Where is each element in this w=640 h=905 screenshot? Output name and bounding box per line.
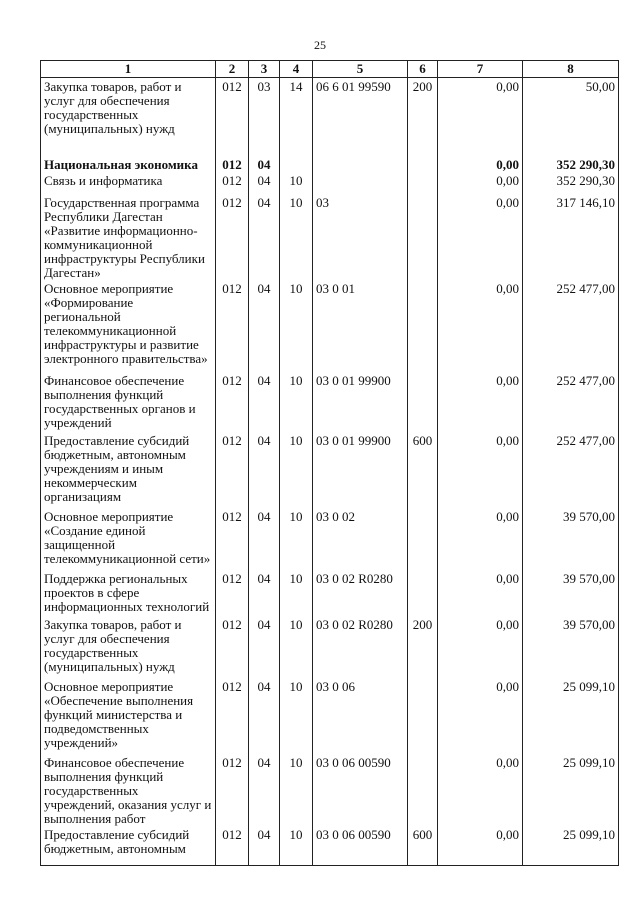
col-header-4: 4 xyxy=(280,61,313,78)
col-header-7: 7 xyxy=(438,61,523,78)
cell-target-article: 03 0 02 R0280 xyxy=(313,616,408,678)
table-row xyxy=(41,280,619,372)
cell-ved: 012 xyxy=(216,78,249,146)
header-row xyxy=(41,61,619,78)
cell-section: 04 xyxy=(249,146,280,172)
col-header-5: 5 xyxy=(313,61,408,78)
cell-subsection: 10 xyxy=(280,172,313,194)
cell-expense-type xyxy=(408,194,438,280)
cell-ved: 012 xyxy=(216,678,249,754)
table-row xyxy=(41,508,619,570)
cell-section: 04 xyxy=(249,754,280,826)
table-row xyxy=(41,570,619,616)
col-header-8: 8 xyxy=(523,61,619,78)
cell-amount-8: 39 570,00 xyxy=(523,508,619,570)
row-label: Поддержка региональных проектов в сфере информационных технологий xyxy=(41,570,216,616)
row-label: Финансовое обеспечение выполнения функций государственных учреждений, оказания услуг и выполнения работ xyxy=(41,754,216,826)
cell-amount-7: 0,00 xyxy=(438,372,523,432)
cell-amount-8: 25 099,10 xyxy=(523,754,619,826)
cell-subsection: 10 xyxy=(280,570,313,616)
table-row xyxy=(41,194,619,280)
cell-target-article xyxy=(313,172,408,194)
cell-ved: 012 xyxy=(216,146,249,172)
cell-amount-7: 0,00 xyxy=(438,508,523,570)
cell-amount-8: 25 099,10 xyxy=(523,826,619,866)
cell-target-article: 03 0 02 xyxy=(313,508,408,570)
row-label: Государственная программа Республики Дагестан «Развитие информационно-коммуникационной инфраструктуры Республики Дагестан» xyxy=(41,194,216,280)
cell-amount-7: 0,00 xyxy=(438,78,523,146)
cell-expense-type: 200 xyxy=(408,616,438,678)
table-row xyxy=(41,78,619,146)
cell-subsection: 10 xyxy=(280,432,313,508)
cell-amount-8: 39 570,00 xyxy=(523,616,619,678)
cell-section: 04 xyxy=(249,826,280,866)
cell-subsection: 10 xyxy=(280,678,313,754)
cell-ved: 012 xyxy=(216,432,249,508)
cell-subsection: 10 xyxy=(280,616,313,678)
cell-subsection: 10 xyxy=(280,372,313,432)
table-row xyxy=(41,372,619,432)
cell-ved: 012 xyxy=(216,616,249,678)
page-number: 25 xyxy=(314,38,326,52)
cell-amount-8: 352 290,30 xyxy=(523,172,619,194)
col-header-1: 1 xyxy=(41,61,216,78)
cell-expense-type: 200 xyxy=(408,78,438,146)
cell-ved: 012 xyxy=(216,826,249,866)
cell-ved: 012 xyxy=(216,372,249,432)
cell-target-article: 06 6 01 99590 xyxy=(313,78,408,146)
cell-amount-8: 252 477,00 xyxy=(523,432,619,508)
cell-target-article: 03 0 01 99900 xyxy=(313,372,408,432)
cell-expense-type: 600 xyxy=(408,432,438,508)
cell-subsection xyxy=(280,146,313,172)
cell-section: 04 xyxy=(249,280,280,372)
cell-expense-type xyxy=(408,508,438,570)
cell-section: 04 xyxy=(249,372,280,432)
cell-amount-7: 0,00 xyxy=(438,146,523,172)
row-label: Основное мероприятие «Формирование региональной телекоммуникационной инфраструктуры и развитие электронного правительства» xyxy=(41,280,216,372)
cell-amount-8: 39 570,00 xyxy=(523,570,619,616)
cell-amount-7: 0,00 xyxy=(438,172,523,194)
cell-expense-type xyxy=(408,146,438,172)
cell-section: 04 xyxy=(249,172,280,194)
cell-amount-7: 0,00 xyxy=(438,826,523,866)
cell-ved: 012 xyxy=(216,194,249,280)
row-label: Предоставление субсидий бюджетным, автономным xyxy=(41,826,216,866)
cell-target-article: 03 0 06 xyxy=(313,678,408,754)
col-header-6: 6 xyxy=(408,61,438,78)
row-label: Основное мероприятие «Создание единой защищенной телекоммуникационной сети» xyxy=(41,508,216,570)
cell-amount-8: 317 146,10 xyxy=(523,194,619,280)
cell-expense-type xyxy=(408,570,438,616)
cell-amount-7: 0,00 xyxy=(438,280,523,372)
budget-table xyxy=(40,60,619,866)
cell-expense-type xyxy=(408,280,438,372)
row-label: Закупка товаров, работ и услуг для обеспечения государственных (муниципальных) нужд xyxy=(41,78,216,146)
cell-ved: 012 xyxy=(216,754,249,826)
cell-section: 04 xyxy=(249,432,280,508)
table-row xyxy=(41,146,619,172)
cell-ved: 012 xyxy=(216,570,249,616)
cell-expense-type xyxy=(408,678,438,754)
cell-target-article: 03 xyxy=(313,194,408,280)
cell-section: 03 xyxy=(249,78,280,146)
row-label: Национальная экономика xyxy=(41,146,216,172)
cell-expense-type xyxy=(408,372,438,432)
row-label: Основное мероприятие «Обеспечение выполнения функций министерства и подведомственных учреждений» xyxy=(41,678,216,754)
cell-amount-8: 252 477,00 xyxy=(523,372,619,432)
cell-section: 04 xyxy=(249,616,280,678)
table-row xyxy=(41,826,619,866)
cell-section: 04 xyxy=(249,678,280,754)
cell-target-article: 03 0 01 xyxy=(313,280,408,372)
cell-target-article: 03 0 01 99900 xyxy=(313,432,408,508)
cell-amount-7: 0,00 xyxy=(438,754,523,826)
table-row xyxy=(41,678,619,754)
cell-amount-8: 50,00 xyxy=(523,78,619,146)
cell-amount-7: 0,00 xyxy=(438,570,523,616)
table-row xyxy=(41,754,619,826)
col-header-2: 2 xyxy=(216,61,249,78)
cell-subsection: 10 xyxy=(280,508,313,570)
cell-section: 04 xyxy=(249,570,280,616)
cell-amount-7: 0,00 xyxy=(438,678,523,754)
cell-ved: 012 xyxy=(216,280,249,372)
cell-amount-7: 0,00 xyxy=(438,432,523,508)
cell-target-article xyxy=(313,146,408,172)
cell-amount-8: 25 099,10 xyxy=(523,678,619,754)
cell-subsection: 10 xyxy=(280,754,313,826)
cell-ved: 012 xyxy=(216,508,249,570)
row-label: Закупка товаров, работ и услуг для обеспечения государственных (муниципальных) нужд xyxy=(41,616,216,678)
cell-section: 04 xyxy=(249,194,280,280)
cell-subsection: 10 xyxy=(280,194,313,280)
table-row xyxy=(41,616,619,678)
cell-expense-type xyxy=(408,172,438,194)
table-row xyxy=(41,432,619,508)
table-row xyxy=(41,172,619,194)
cell-expense-type: 600 xyxy=(408,826,438,866)
cell-amount-8: 352 290,30 xyxy=(523,146,619,172)
cell-amount-7: 0,00 xyxy=(438,194,523,280)
cell-amount-8: 252 477,00 xyxy=(523,280,619,372)
cell-subsection: 10 xyxy=(280,826,313,866)
cell-target-article: 03 0 06 00590 xyxy=(313,826,408,866)
cell-amount-7: 0,00 xyxy=(438,616,523,678)
col-header-3: 3 xyxy=(249,61,280,78)
cell-target-article: 03 0 02 R0280 xyxy=(313,570,408,616)
cell-target-article: 03 0 06 00590 xyxy=(313,754,408,826)
cell-ved: 012 xyxy=(216,172,249,194)
row-label: Связь и информатика xyxy=(41,172,216,194)
row-label: Финансовое обеспечение выполнения функций государственных органов и учреждений xyxy=(41,372,216,432)
cell-subsection: 10 xyxy=(280,280,313,372)
cell-subsection: 14 xyxy=(280,78,313,146)
cell-expense-type xyxy=(408,754,438,826)
row-label: Предоставление субсидий бюджетным, автономным учреждениям и иным некоммерческим организациям xyxy=(41,432,216,508)
cell-section: 04 xyxy=(249,508,280,570)
